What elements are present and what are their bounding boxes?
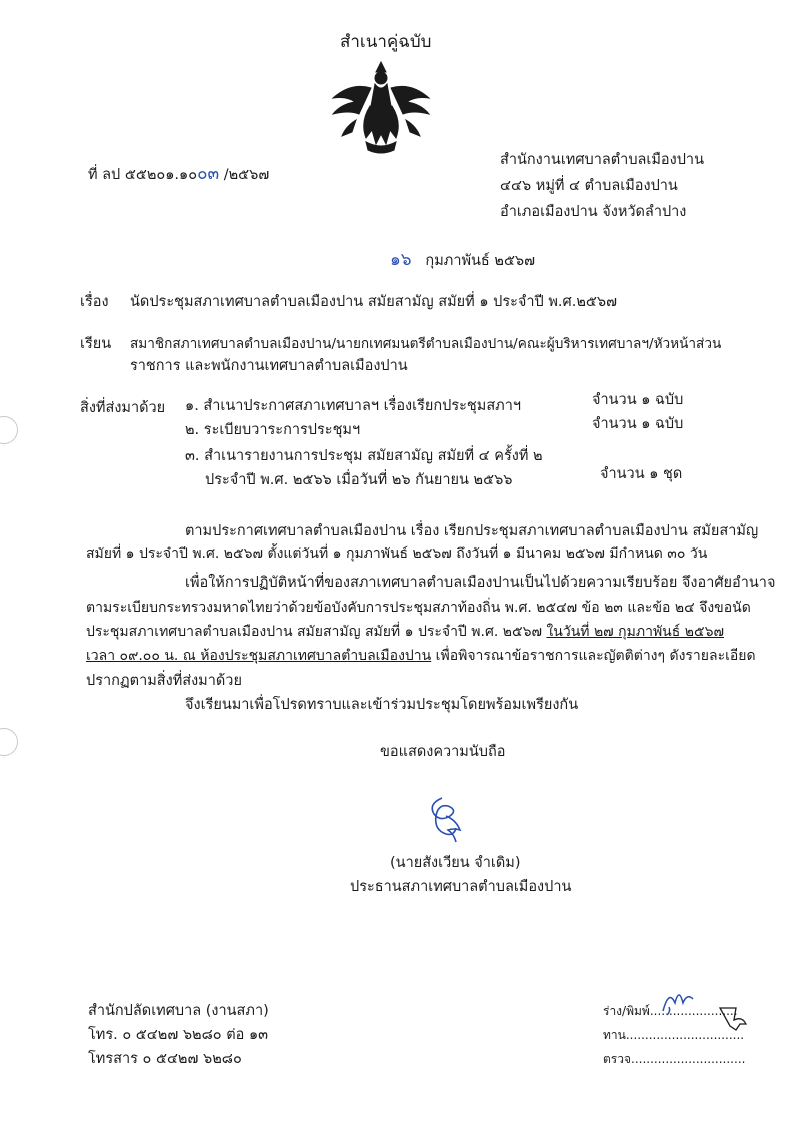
punch-hole xyxy=(0,416,18,444)
document-date xyxy=(390,246,535,273)
enclosure-qty: จำนวน ๑ ชุด xyxy=(600,466,683,482)
body-line: ตามประกาศเทศบาลตำบลเมืองปาน เรื่อง เรียกประชุมสภาเทศบาลตำบลเมืองปาน สมัยสามัญ xyxy=(185,523,759,539)
doc-no-stamp: ๐๓ xyxy=(197,164,220,184)
meeting-intro: ประชุมสภาเทศบาลตำบลเมืองปาน สมัยสามัญ สมัยที่ ๑ ประจำปี พ.ศ. ๒๕๖๗ xyxy=(86,624,547,640)
enclosure-item: ๑. สำเนาประกาศสภาเทศบาลฯ เรื่องเรียกประชุมสภาฯ xyxy=(185,398,522,414)
document-number xyxy=(88,160,269,187)
approval-line: ตรวจ.............................. xyxy=(603,1052,746,1066)
office-address-line: ๔๔๖ หมู่ที่ ๔ ตำบลเมืองปาน xyxy=(500,178,678,194)
addressee-line: ราชการ และพนักงานเทศบาลตำบลเมืองปาน xyxy=(130,358,408,374)
copy-mark: สำเนาคู่ฉบับ xyxy=(340,32,432,52)
doc-no-suffix: /๒๕๖๗ xyxy=(223,167,270,183)
footer-fax: โทรสาร ๐ ๕๔๒๗ ๖๒๘๐ xyxy=(88,1051,242,1067)
doc-no-prefix: ที่ ลป ๕๕๒๐๑.๑๐ xyxy=(88,167,198,183)
enclosure-item: ประจำปี พ.ศ. ๒๕๖๖ เมื่อวันที่ ๒๖ กันยายน ๒๕๖๖ xyxy=(205,472,513,488)
punch-hole xyxy=(0,728,18,756)
signature-icon xyxy=(422,792,472,844)
body-line xyxy=(86,621,724,643)
body-line: จึงเรียนมาเพื่อโปรดทราบและเข้าร่วมประชุมโดยพร้อมเพรียงกัน xyxy=(185,697,579,713)
footer-dept: สำนักปลัดเทศบาล (งานสภา) xyxy=(88,1003,269,1019)
office-address-line: อำเภอเมืองปาน จังหวัดลำปาง xyxy=(500,204,687,220)
meeting-date: ในวันที่ ๒๗ กุมภาพันธ์ ๒๕๖๗ xyxy=(546,624,724,640)
body-line: สมัยที่ ๑ ประจำปี พ.ศ. ๒๕๖๗ ตั้งแต่วันที่ ๑ กุมภาพันธ์ ๒๕๖๗ ถึงวันที่ ๑ มีนาคม ๒๕๖๗ มีกำหนด ๓๐ วัน xyxy=(86,546,708,562)
enclosures-label: สิ่งที่ส่งมาด้วย xyxy=(80,400,166,416)
date-month-year: กุมภาพันธ์ ๒๕๖๗ xyxy=(425,253,536,269)
addressee-label: เรียน xyxy=(80,336,112,352)
enclosure-qty: จำนวน ๑ ฉบับ xyxy=(592,392,684,408)
body-line: เพื่อให้การปฏิบัติหน้าที่ของสภาเทศบาลตำบลเมืองปานเป็นไปด้วยความเรียบร้อย จึงอาศัยอำนาจ xyxy=(185,575,776,591)
body-line xyxy=(86,645,756,667)
enclosure-item: ๓. สำเนารายงานการประชุม สมัยสามัญ สมัยที่ ๔ ครั้งที่ ๒ xyxy=(185,448,543,464)
garuda-emblem-icon xyxy=(326,58,436,158)
office-address-line: สำนักงานเทศบาลตำบลเมืองปาน xyxy=(500,152,704,168)
signatory-name: (นายสังเวียน จำเดิม) xyxy=(390,855,521,871)
body-line: ปรากฏตามสิ่งที่ส่งมาด้วย xyxy=(86,673,242,689)
date-day: ๑๖ xyxy=(390,250,412,270)
body-line: ตามระเบียบกระทรวงมหาดไทยว่าด้วยข้อบังคับการประชุมสภาท้องถิ่น พ.ศ. ๒๕๔๗ ข้อ ๒๓ และข้อ ๒๔ จึงขอนัด xyxy=(86,600,751,616)
enclosure-qty: จำนวน ๑ ฉบับ xyxy=(592,416,684,432)
check-mark-icon xyxy=(716,1000,750,1034)
initials-icon xyxy=(655,985,705,1019)
addressee-line: สมาชิกสภาเทศบาลตำบลเมืองปาน/นายกเทศมนตรีตำบลเมืองปาน/คณะผู้บริหารเทศบาลฯ/หัวหน้าส่วน xyxy=(130,336,722,352)
subject-label: เรื่อง xyxy=(80,294,109,310)
meeting-time-place: เวลา ๐๙.๐๐ น. ณ ห้องประชุมสภาเทศบาลตำบลเมืองปาน xyxy=(86,648,432,664)
enclosure-item: ๒. ระเบียบวาระการประชุมฯ xyxy=(185,422,361,438)
approval-line: ร่าง/พิมพ์....................... xyxy=(603,1004,738,1018)
footer-tel: โทร. ๐ ๕๔๒๗ ๖๒๘๐ ต่อ ๑๓ xyxy=(88,1027,269,1043)
meeting-purpose: เพื่อพิจารณาข้อราชการและญัตติต่างๆ ดังรายละเอียด xyxy=(431,648,756,664)
approval-line: ทาน............................... xyxy=(603,1028,745,1042)
subject-text: นัดประชุมสภาเทศบาลตำบลเมืองปาน สมัยสามัญ สมัยที่ ๑ ประจำปี พ.ศ.๒๕๖๗ xyxy=(130,294,617,310)
closing-regards: ขอแสดงความนับถือ xyxy=(380,744,506,760)
signatory-position: ประธานสภาเทศบาลตำบลเมืองปาน xyxy=(350,879,572,895)
